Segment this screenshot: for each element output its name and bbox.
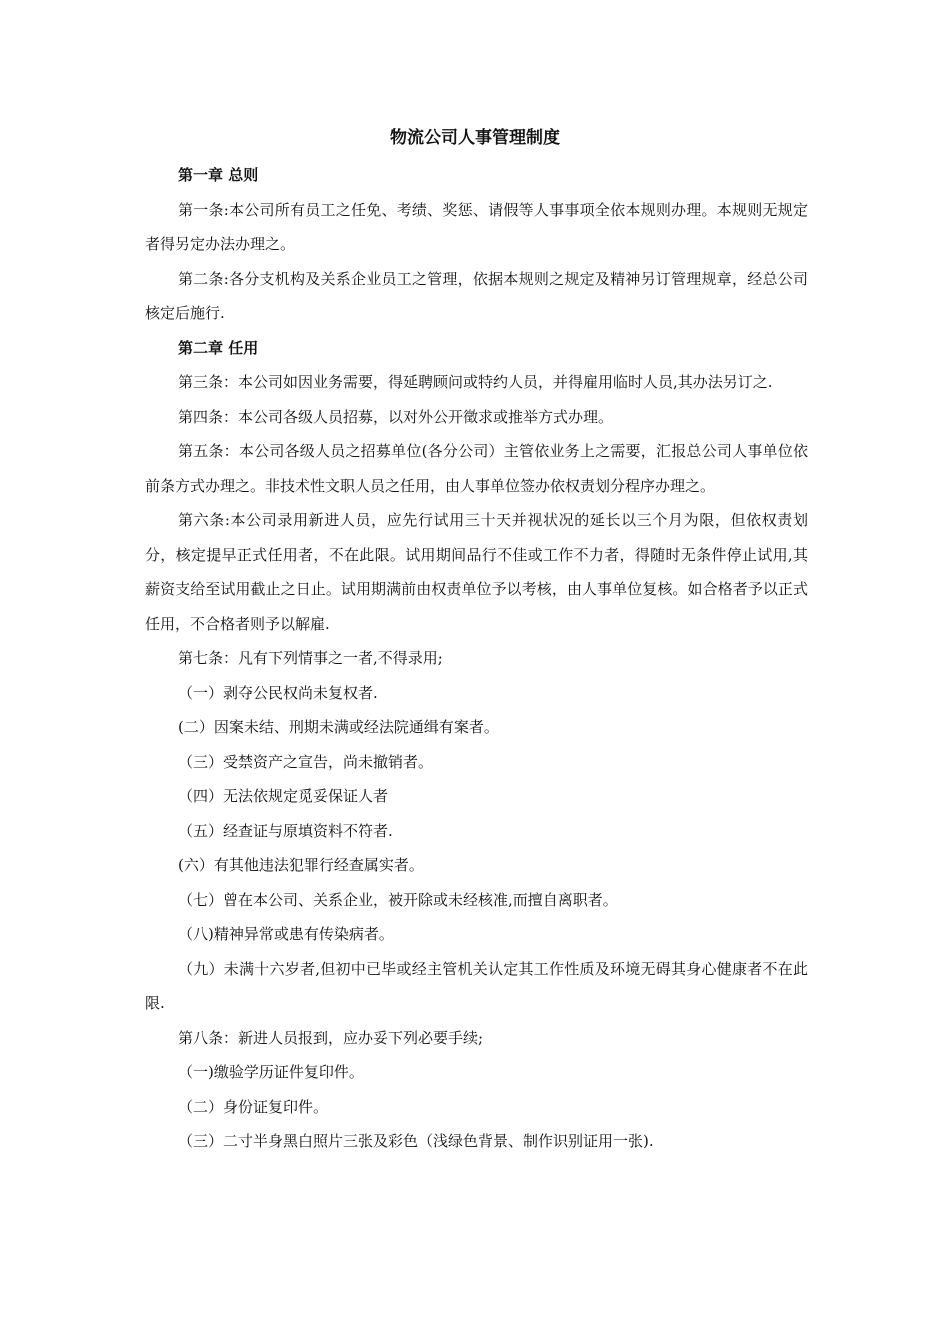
list-item: （三）二寸半身黑白照片三张及彩色（浅绿色背景、制作识别证用一张). xyxy=(178,1132,654,1150)
list-item: （一)缴验学历证件复印件。 xyxy=(178,1063,364,1081)
list-item: （八)精神异常或患有传染病者。 xyxy=(178,925,394,943)
list-item: （九）未满十六岁者,但初中已毕或经主管机关认定其工作性质及环境无碍其身心健康者不在此限. xyxy=(145,959,808,1012)
article-paragraph: 第七条：凡有下列情事之一者,不得录用; xyxy=(178,649,443,667)
article-paragraph: 第三条：本公司如因业务需要，得延聘顾问或特约人员，并得雇用临时人员,其办法另订之. xyxy=(178,373,773,391)
list-item: （二）身份证复印件。 xyxy=(178,1097,329,1116)
list-item: （五）经查证与原填资料不符者. xyxy=(178,821,393,840)
list-item: (六）有其他违法犯罪行经查属实者。 xyxy=(178,856,424,874)
article-paragraph: 第五条：本公司各级人员之招募单位(各分公司）主管依业务上之需要，汇报总公司人事单位依前条方式办理之。非技术性文职人员之任用，由人事单位签办依权责划分程序办理之。 xyxy=(145,442,808,495)
list-item: （一）剥夺公民权尚未复权者. xyxy=(178,683,378,702)
document-body xyxy=(145,158,808,1159)
chapter-heading: 第一章 总则 xyxy=(178,166,259,184)
list-item: (二）因案未结、刑期未满或经法院通缉有案者。 xyxy=(178,718,499,736)
chapter-heading: 第二章 任用 xyxy=(178,338,259,357)
list-item: （三）受禁资产之宣告，尚未撤销者。 xyxy=(178,752,434,771)
article-paragraph: 第八条：新进人员报到，应办妥下列必要手续; xyxy=(178,1028,484,1047)
list-item: （四）无法依规定觅妥保证人者 xyxy=(178,787,389,805)
article-paragraph: 第四条：本公司各级人员招募，以对外公开徵求或推举方式办理。 xyxy=(178,407,614,426)
list-item: （七）曾在本公司、关系企业，被开除或未经核准,而擅自离职者。 xyxy=(178,890,618,909)
article-paragraph: 第二条:各分支机构及关系企业员工之管理，依据本规则之规定及精神另订管理规章，经总公司核定后施行. xyxy=(145,269,808,322)
article-paragraph: 第一条:本公司所有员工之任免、考绩、奖惩、请假等人事事项全依本规则办理。本规则无规定者得另定办法办理之。 xyxy=(145,200,808,253)
document-title: 物流公司人事管理制度 xyxy=(390,128,560,148)
article-paragraph: 第六条:本公司录用新进人员，应先行试用三十天并视状况的延长以三个月为限，但依权责划分，核定提早正式任用者，不在此限。试用期间品行不佳或工作不力者，得随时无条件停止试用,其薪资支给至试用截止之日止。试用期满前由权责单位予以考核，由人事单位复核。如合格者予以正式任用，不合格者则予以解雇. xyxy=(145,511,808,633)
